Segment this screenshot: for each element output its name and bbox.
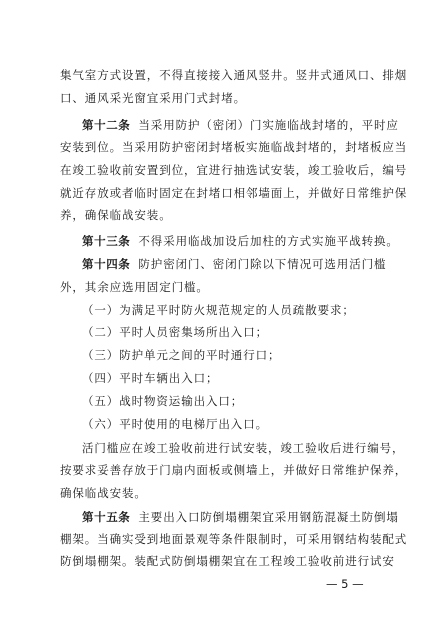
text-line: 确保临战安装。: [60, 486, 147, 500]
list-item: （五）战时物资运输出入口；: [82, 394, 244, 408]
text-line: 主要出入口防倒塌棚架宜采用钢筋混凝土防倒塌: [138, 510, 399, 524]
article-12-line: [82, 117, 399, 133]
text-line: 防护密闭门、密闭门除以下情况可选用活门槛: [138, 257, 387, 271]
text-line: 养，确保临战安装。: [60, 208, 172, 222]
page-number: — 5 —: [326, 577, 364, 591]
text-line: 活门槛应在竣工验收前进行试安装，竣工验收后进行编号，: [82, 441, 405, 455]
list-item: （六）平时使用的电梯厅出入口。: [82, 417, 268, 431]
article-14-line: [82, 256, 396, 272]
article-15-line: [82, 509, 399, 525]
article-13-heading: 第十三条: [82, 234, 131, 248]
text-line: 集气室方式设置，不得直接接入通风竖井。竖井式通风口、排烟: [60, 68, 408, 82]
text-line: 按要求妥善存放于门扇内面板或侧墙上，并做好日常维护保养，: [60, 463, 408, 477]
text-line: 棚架。当确实受到地面景观等条件限制时，可采用钢结构装配式: [60, 532, 408, 546]
text-line: 在竣工验收前安置到位，宜进行抽选试安装，竣工验收后，编号: [60, 163, 408, 177]
article-13-line: [82, 233, 399, 249]
text-line: 就近存放或者临时固定在封堵口相邻墙面上，并做好日常维护保: [60, 186, 408, 200]
text-line: 口、通风采光窗宜采用门式封堵。: [60, 91, 246, 105]
text-line: 外，其余应选用固定门槛。: [60, 280, 209, 294]
list-item: （二）平时人员密集场所出入口；: [82, 325, 268, 339]
article-14-heading: 第十四条: [82, 257, 131, 271]
list-item: （一）为满足平时防火规范规定的人员疏散要求；: [82, 303, 355, 317]
text-line: 安装到位。当采用防护密闭封堵板实施临战封堵的，封堵板应当: [60, 140, 408, 154]
text-line: 防倒塌棚架。装配式防倒塌棚架宜在工程竣工验收前进行试安: [60, 554, 395, 568]
list-item: （四）平时车辆出入口；: [82, 371, 219, 385]
article-12-heading: 第十二条: [82, 118, 131, 132]
text-line: 不得采用临战加设后加柱的方式实施平战转换。: [138, 234, 399, 248]
text-line: 当采用防护（密闭）门实施临战封堵的，平时应: [138, 118, 399, 132]
list-item: （三）防护单元之间的平时通行口；: [82, 348, 281, 362]
article-15-heading: 第十五条: [82, 510, 131, 524]
